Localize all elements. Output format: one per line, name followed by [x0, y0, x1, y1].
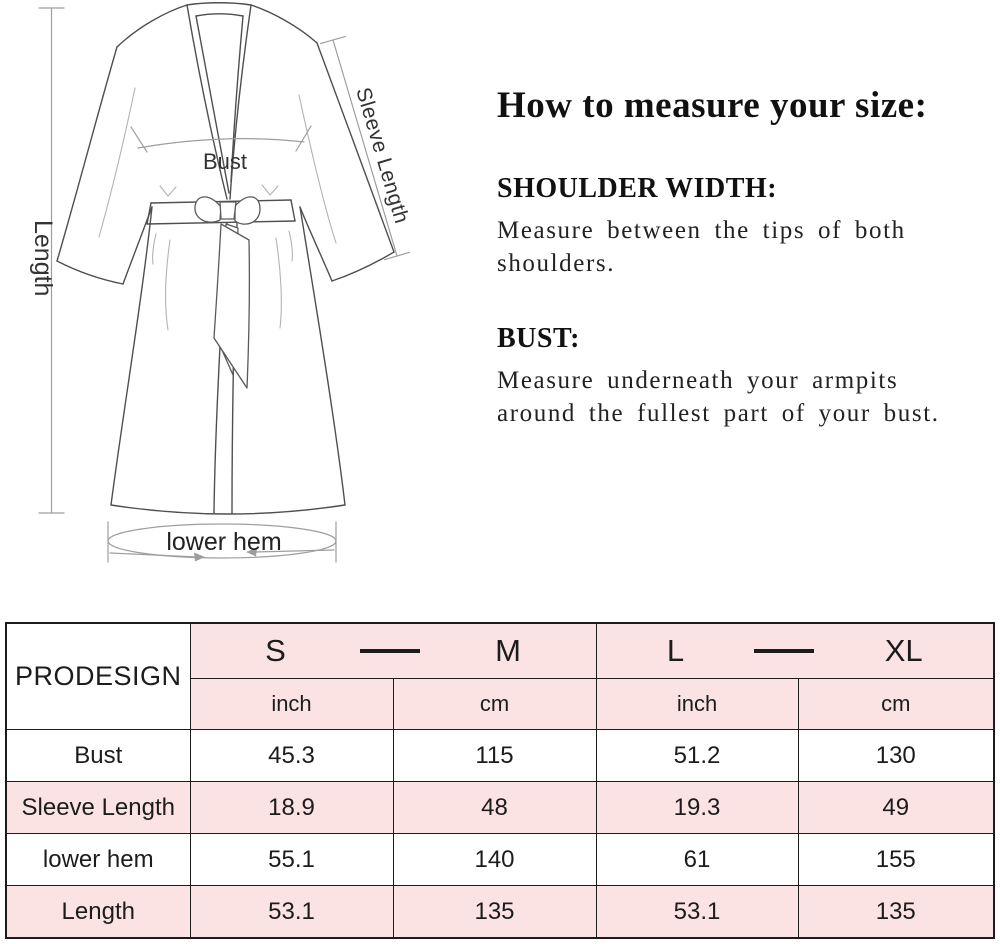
size-l: L: [666, 633, 685, 668]
panel-title: How to measure your size:: [497, 85, 928, 126]
table-row: [6, 834, 994, 886]
shoulder-width-heading: SHOULDER WIDTH:: [497, 173, 778, 204]
cell-value: 55.1: [190, 834, 393, 886]
table-row: [6, 730, 994, 782]
cell-value: 130: [798, 730, 994, 782]
robe-measurement-diagram: [0, 0, 480, 600]
shoulder-width-section: [497, 172, 989, 280]
how-to-measure-panel: [497, 84, 989, 430]
size-chart-table: [5, 622, 995, 939]
row-label-length: Length: [6, 886, 190, 939]
bust-heading: BUST:: [497, 323, 580, 354]
cell-value: 51.2: [596, 730, 798, 782]
cell-value: 115: [393, 730, 596, 782]
cell-value: 155: [798, 834, 994, 886]
row-label-sleeve-length: Sleeve Length: [6, 782, 190, 834]
size-group-l-xl: [596, 623, 994, 679]
brand-cell: PRODESIGN: [6, 623, 190, 730]
unit-header: cm: [393, 679, 596, 730]
shoulder-width-text: Measure between the tips of both shoulders.: [497, 217, 906, 277]
bust-label: Bust: [202, 149, 248, 174]
table-row: [6, 623, 994, 679]
row-label-lower-hem: lower hem: [6, 834, 190, 886]
lower-hem-label: lower hem: [166, 528, 282, 556]
size-group-s-m: [190, 623, 596, 679]
size-range-dash: [360, 649, 420, 653]
size-range-dash: [754, 649, 814, 653]
cell-value: 61: [596, 834, 798, 886]
cell-value: 45.3: [190, 730, 393, 782]
unit-header: inch: [190, 679, 393, 730]
cell-value: 49: [798, 782, 994, 834]
cell-value: 140: [393, 834, 596, 886]
cell-value: 135: [393, 886, 596, 939]
size-s: S: [265, 633, 286, 668]
table-row: [6, 782, 994, 834]
size-xl: XL: [884, 633, 923, 668]
cell-value: 53.1: [190, 886, 393, 939]
length-label: Length: [29, 220, 57, 297]
cell-value: 18.9: [190, 782, 393, 834]
table-row: [6, 886, 994, 939]
cell-value: 48: [393, 782, 596, 834]
bust-section: [497, 322, 989, 430]
row-label-bust: Bust: [6, 730, 190, 782]
cell-value: 53.1: [596, 886, 798, 939]
sleeve-length-label: Sleeve Length: [351, 84, 414, 227]
unit-header: inch: [596, 679, 798, 730]
size-m: M: [495, 633, 521, 668]
cell-value: 135: [798, 886, 994, 939]
cell-value: 19.3: [596, 782, 798, 834]
belt-bow: [195, 197, 260, 388]
unit-header: cm: [798, 679, 994, 730]
bust-text: Measure underneath your armpits around the fullest part of your bust.: [497, 367, 940, 427]
